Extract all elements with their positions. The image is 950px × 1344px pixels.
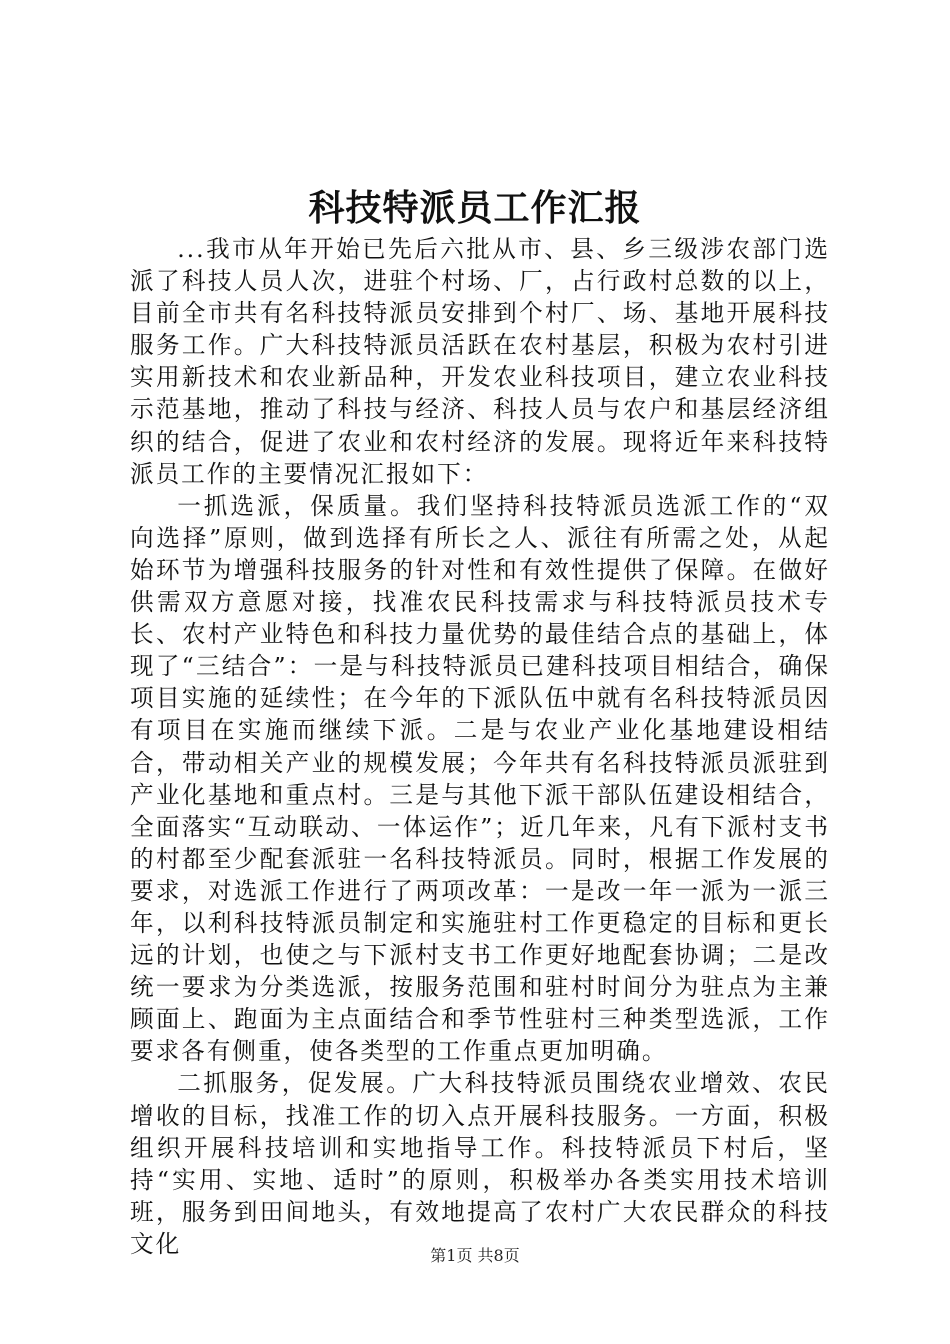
document-body xyxy=(130,233,830,1260)
paragraph-service: 二抓服务，促发展。广大科技特派员围绕农业增效、农民增收的目标，找准工作的切入点开展科技服务。一方面，积极组织开展科技培训和实地指导工作。科技特派员下村后，坚持“实用、实地、适时”的原则，积极举办各类实用技术培训班，服务到田间地头，有效地提高了农村广大农民群众的科技文化 xyxy=(130,1069,830,1258)
document-title: 科技特派员工作汇报 xyxy=(308,187,642,229)
paragraph-intro: ...我市从年开始已先后六批从市、县、乡三级涉农部门选派了科技人员人次，进驻个村场、厂，占行政村总数的以上，目前全市共有名科技特派员安排到个村厂、场、基地开展科技服务工作。广大科技特派员活跃在农村基层，积极为农村引进实用新技术和农业新品种，开发农业科技项目，建立农业科技示范基地，推动了科技与经济、科技人员与农户和基层经济组织的结合，促进了农业和农村经济的发展。现将近年来科技特派员工作的主要情况汇报如下： xyxy=(130,235,830,488)
page-number-footer: 第1页 共8页 xyxy=(430,1246,520,1265)
paragraph-selection: 一抓选派，保质量。我们坚持科技特派员选派工作的“双向选择”原则，做到选择有所长之人、派往有所需之处，从起始环节为增强科技服务的针对性和有效性提供了保障。在做好供需双方意愿对接，找准农民科技需求与科技特派员技术专长、农村产业特色和科技力量优势的最佳结合点的基础上，体现了“三结合”：一是与科技特派员已建科技项目相结合，确保项目实施的延续性；在今年的下派队伍中就有名科技特派员因有项目在实施而继续下派。二是与农业产业化基地建设相结合，带动相关产业的规模发展；今年共有名科技特派员派驻到产业化基地和重点村。三是与其他下派干部队伍建设相结合，全面落实“互动联动、一体运作”；近几年来，凡有下派村支书的村都至少配套派驻一名科技特派员。同时，根据工作发展的要求，对选派工作进行了两项改革：一是改一年一派为一派三年，以利科技特派员制定和实施驻村工作更稳定的目标和更长远的计划，也使之与下派村支书工作更好地配套协调；二是改统一要求为分类选派，按服务范围和驻村时间分为驻点为主兼顾面上、跑面为主点面结合和季节性驻村三种类型选派，工作要求各有侧重，使各类型的工作重点更加明确。 xyxy=(130,491,830,1066)
